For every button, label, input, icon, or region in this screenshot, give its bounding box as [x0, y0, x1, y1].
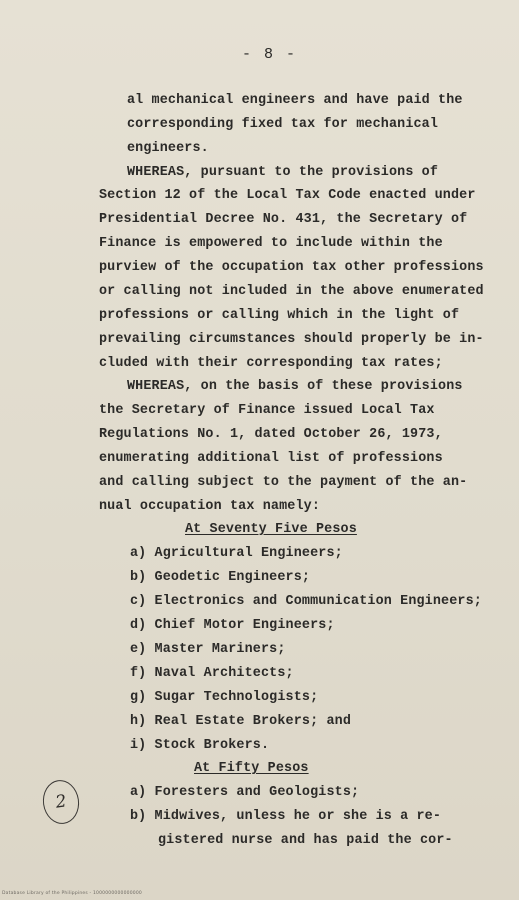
body-line: or calling not included in the above enumerated — [99, 284, 484, 299]
section-heading-fifty: At Fifty Pesos — [194, 761, 309, 776]
body-line: the Secretary of Finance issued Local Tax — [99, 403, 435, 418]
body-line: professions or calling which in the light of — [99, 308, 460, 323]
list-item: b) Geodetic Engineers; — [130, 570, 311, 585]
body-line: cluded with their corresponding tax rates; — [99, 356, 443, 371]
body-line: Section 12 of the Local Tax Code enacted under — [99, 188, 476, 203]
body-line: prevailing circumstances should properly be in- — [99, 332, 484, 347]
list-item: f) Naval Architects; — [130, 666, 294, 681]
list-item: e) Master Mariners; — [130, 642, 286, 657]
body-line: WHEREAS, on the basis of these provisions — [127, 379, 463, 394]
list-item: i) Stock Brokers. — [130, 738, 270, 753]
section-heading-seventy-five: At Seventy Five Pesos — [185, 522, 357, 537]
body-line: al mechanical engineers and have paid the — [127, 93, 463, 108]
list-item: b) Midwives, unless he or she is a re- — [130, 809, 442, 824]
list-item: gistered nurse and has paid the cor- — [158, 833, 453, 848]
body-line: nual occupation tax namely: — [99, 499, 321, 514]
list-item: g) Sugar Technologists; — [130, 690, 319, 705]
list-item: a) Agricultural Engineers; — [130, 546, 343, 561]
list-item: a) Foresters and Geologists; — [130, 785, 360, 800]
body-line: Presidential Decree No. 431, the Secretary of — [99, 212, 468, 227]
page-number: - 8 - — [242, 46, 298, 63]
body-line: purview of the occupation tax other professions — [99, 260, 484, 275]
body-line: corresponding fixed tax for mechanical — [127, 117, 439, 132]
body-line: enumerating additional list of professions — [99, 451, 443, 466]
scan-footer: Database Library of the Philippines - 1000000000000000 — [2, 891, 142, 896]
list-item: c) Electronics and Communication Engineers; — [130, 594, 482, 609]
body-line: Finance is empowered to include within the — [99, 236, 443, 251]
handwritten-margin-mark: 2 — [40, 778, 82, 827]
list-item: d) Chief Motor Engineers; — [130, 618, 335, 633]
body-line: and calling subject to the payment of the an- — [99, 475, 468, 490]
body-line: engineers. — [127, 141, 209, 156]
body-line: Regulations No. 1, dated October 26, 1973, — [99, 427, 443, 442]
body-line: WHEREAS, pursuant to the provisions of — [127, 165, 439, 180]
list-item: h) Real Estate Brokers; and — [130, 714, 352, 729]
